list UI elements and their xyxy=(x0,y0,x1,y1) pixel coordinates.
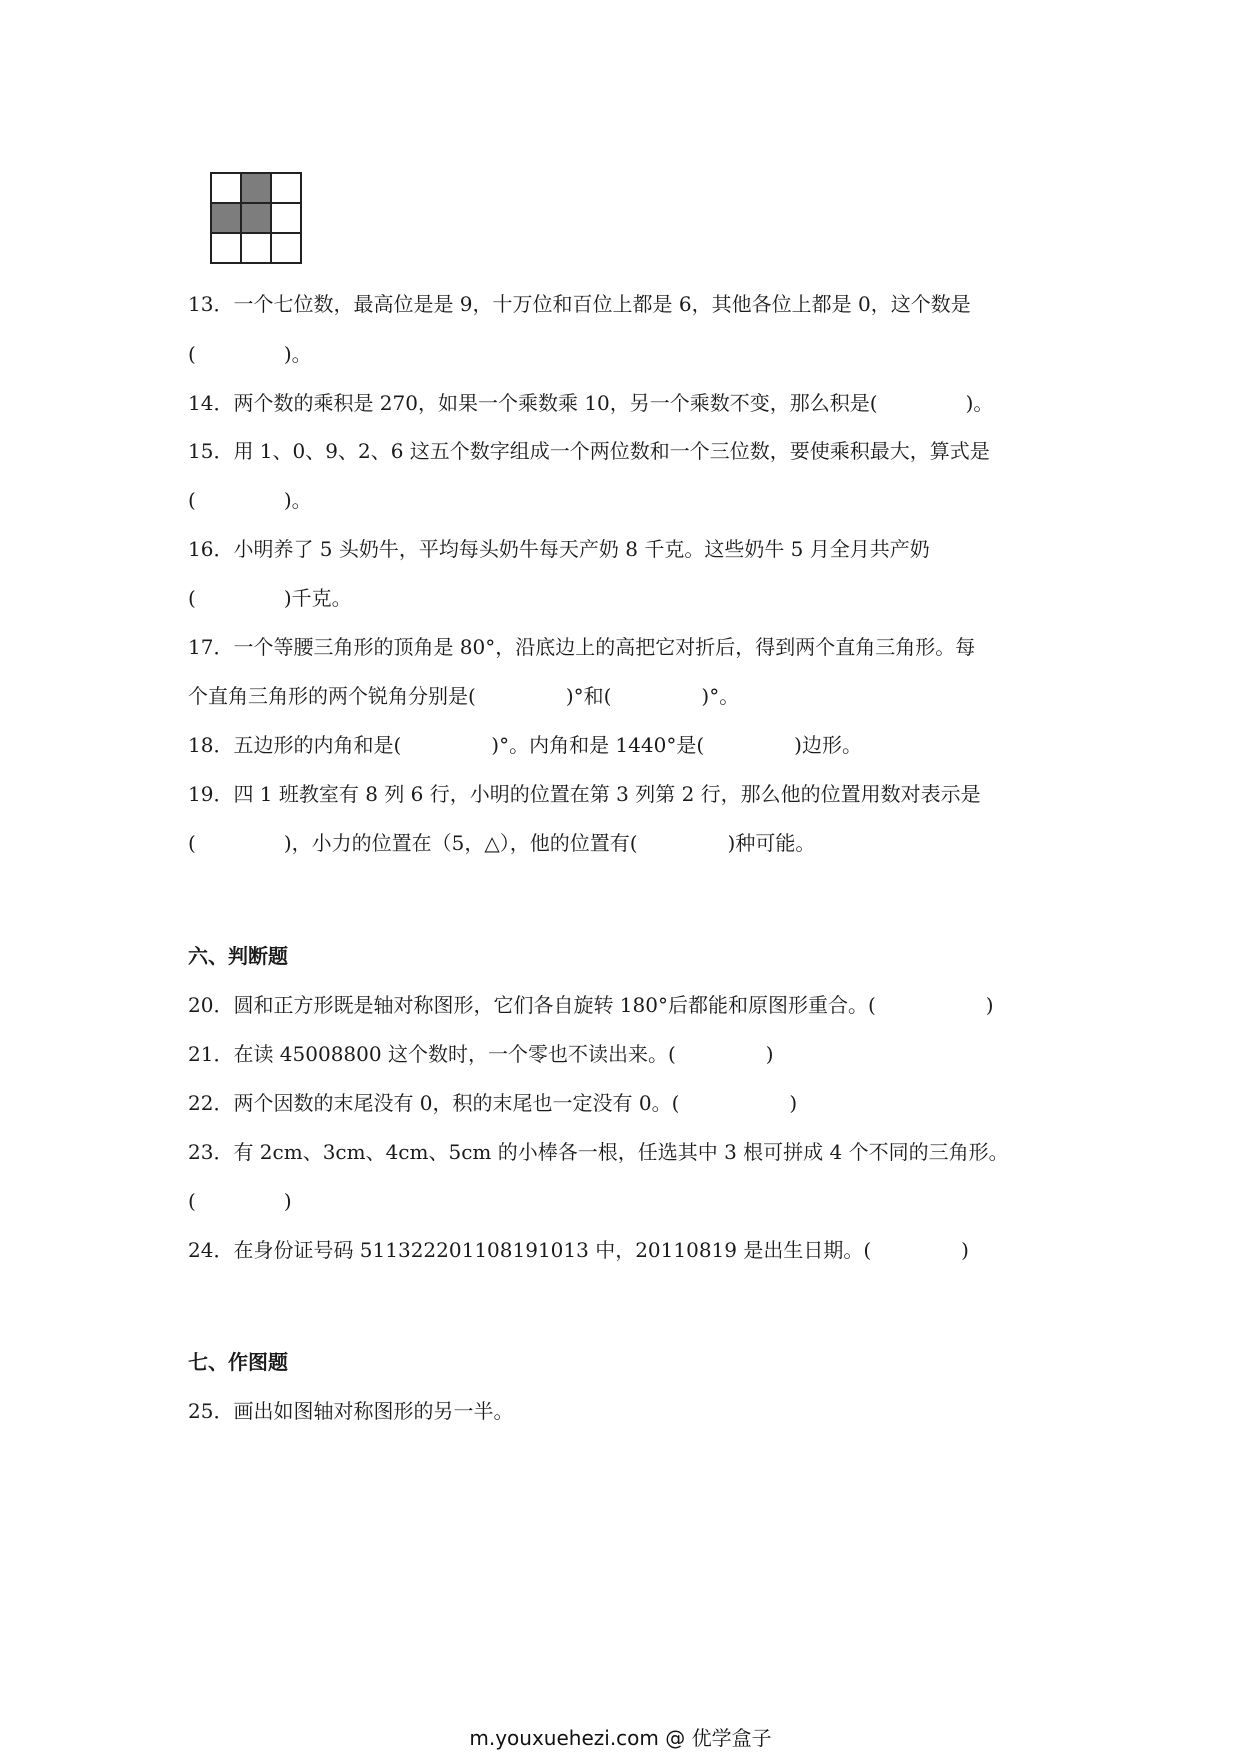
shaded-grid-figure xyxy=(210,172,302,264)
question-14: 14．两个数的乘积是 270，如果一个乘数乘 10，另一个乘数不变，那么积是( )。 xyxy=(188,391,994,415)
question-25: 25．画出如图轴对称图形的另一半。 xyxy=(188,1399,514,1423)
section-7-title: 七、作图题 xyxy=(188,1350,288,1374)
question-19-line2: ( )，小力的位置在（5，△），他的位置有( )种可能。 xyxy=(188,831,816,855)
question-19-line1: 19．四 1 班教室有 8 列 6 行，小明的位置在第 3 列第 2 行，那么他的位置用数对表示是 xyxy=(188,782,981,806)
question-20: 20．圆和正方形既是轴对称图形，它们各自旋转 180°后都能和原图形重合。( ) xyxy=(188,993,994,1017)
question-15-line2: ( )。 xyxy=(188,488,312,512)
question-17-line2: 个直角三角形的两个锐角分别是( )°和( )°。 xyxy=(188,684,740,708)
section-6-title: 六、判断题 xyxy=(188,944,288,968)
question-24: 24．在身份证号码 511322201108191013 中，20110819 是出生日期。( ) xyxy=(188,1238,969,1262)
question-23-line1: 23．有 2cm、3cm、4cm、5cm 的小棒各一根，任选其中 3 根可拼成 4 个不同的三角形。 xyxy=(188,1140,1009,1164)
question-16-line2: ( )千克。 xyxy=(188,586,352,610)
question-21: 21．在读 45008800 这个数时，一个零也不读出来。( ) xyxy=(188,1042,774,1066)
question-17-line1: 17．一个等腰三角形的顶角是 80°，沿底边上的高把它对折后，得到两个直角三角形。每 xyxy=(188,635,976,659)
question-16-line1: 16．小明养了 5 头奶牛，平均每头奶牛每天产奶 8 千克。这些奶牛 5 月全月共产奶 xyxy=(188,537,930,561)
question-15-line1: 15．用 1、0、9、2、6 这五个数字组成一个两位数和一个三位数，要使乘积最大，算式是 xyxy=(188,439,990,463)
question-13-line1: 13．一个七位数，最高位是是 9，十万位和百位上都是 6，其他各位上都是 0，这个数是 xyxy=(188,292,971,316)
question-22: 22．两个因数的末尾没有 0，积的末尾也一定没有 0。( ) xyxy=(188,1091,798,1115)
footer-watermark: m.youxuehezi.com @ 优学盒子 xyxy=(469,1726,772,1750)
question-23-line2: ( ) xyxy=(188,1189,292,1213)
question-13-line2: ( )。 xyxy=(188,342,312,366)
question-18: 18．五边形的内角和是( )°。内角和是 1440°是( )边形。 xyxy=(188,733,862,757)
